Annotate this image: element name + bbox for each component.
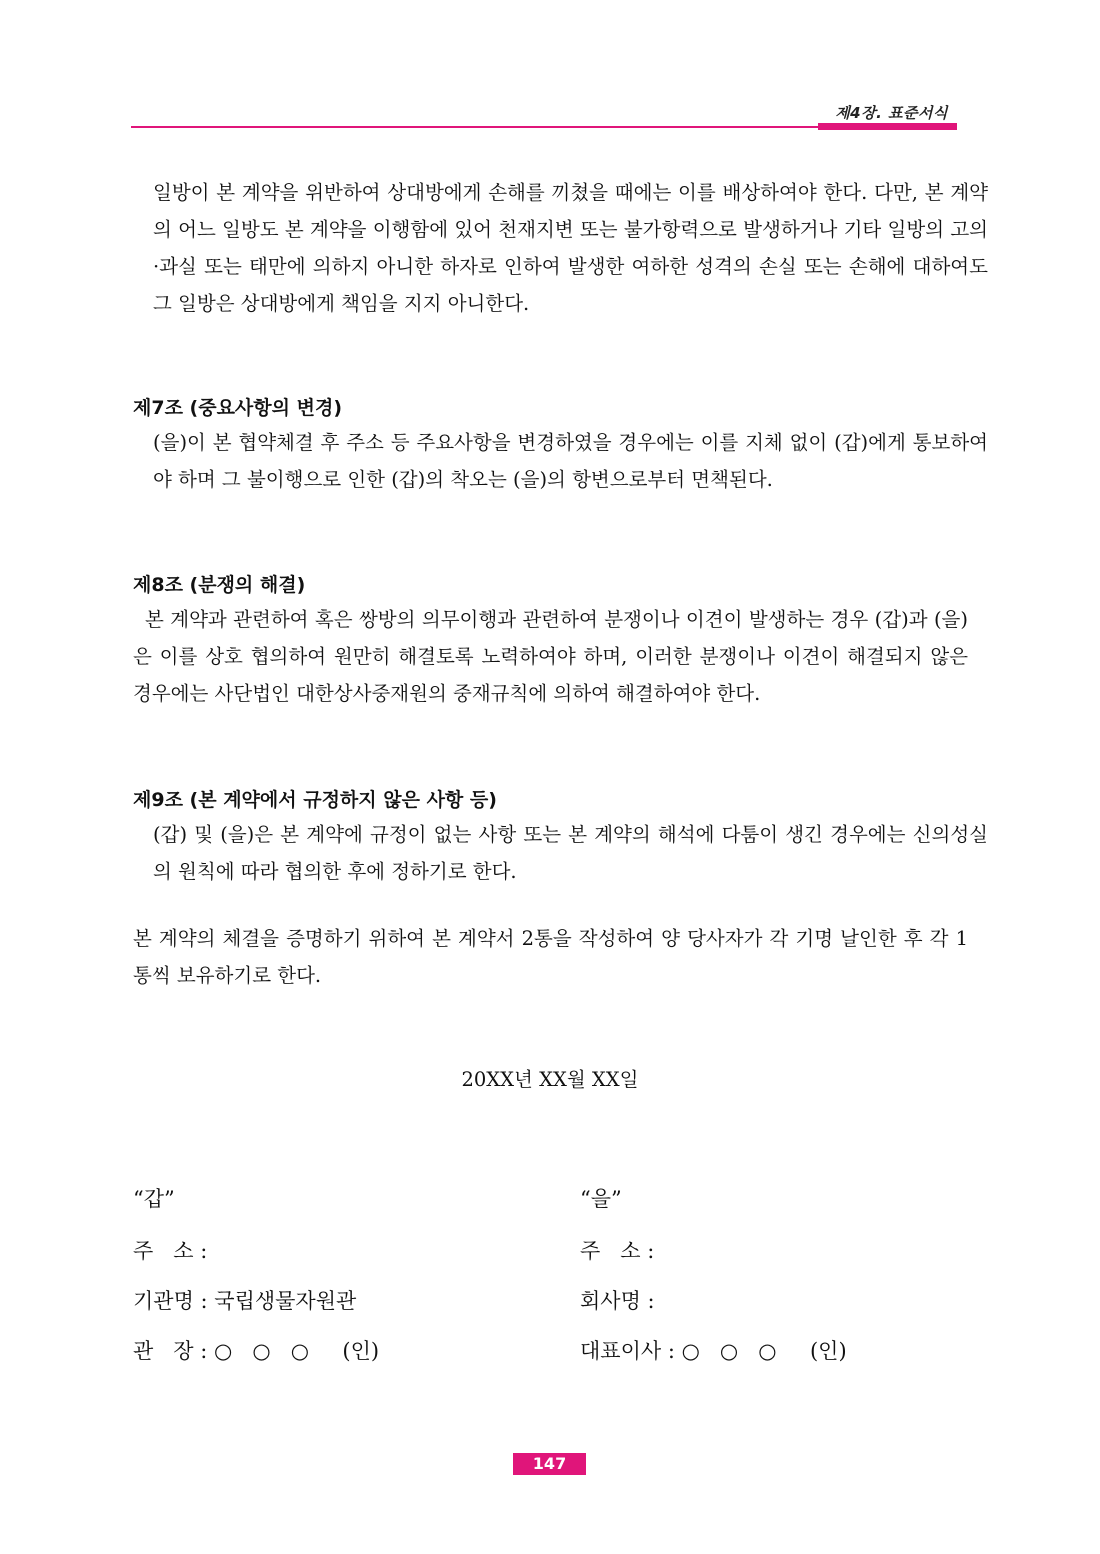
chapter-title: 제4장. 표준서식 xyxy=(835,104,948,122)
contract-date: 20XX년 XX월 XX일 xyxy=(461,1068,639,1091)
party-b-label: “을” xyxy=(580,1187,622,1211)
article-9-body: (갑) 및 (을)은 본 계약에 규정이 없는 사항 또는 본 계약의 해석에 다툼이 생긴 경우에는 신의성실의 원칙에 따라 협의한 후에 정하기로 한다. xyxy=(153,823,988,883)
article-7-title: 제7조 (중요사항의 변경) xyxy=(133,397,343,419)
article-8-title: 제8조 (분쟁의 해결) xyxy=(133,574,306,596)
intro-paragraph: 일방이 본 계약을 위반하여 상대방에게 손해를 끼쳤을 때에는 이를 배상하여야 한다. 다만, 본 계약의 어느 일방도 본 계약을 이행함에 있어 천재지변 또는 불가항력으로 발생하거나 기타 일방의 고의·과실 또는 태만에 의하지 아니한 하자로 인하여 발생한 여하한 성격의 손실 또는 손해에 대하여도 그 일방은 상대방에게 책임을 지지 아니한다. xyxy=(153,181,988,315)
party-a-label: “갑” xyxy=(133,1187,175,1211)
party-b-ceo-signature: 대표이사 : ○ ○ ○ (인) xyxy=(580,1339,847,1363)
party-b-company: 회사명 : xyxy=(580,1289,655,1313)
article-8-body: 본 계약과 관련하여 혹은 쌍방의 의무이행과 관련하여 분쟁이나 이견이 발생하는 경우 (갑)과 (을)은 이를 상호 협의하여 원만히 해결토록 노력하여야 하며, 이러한 분쟁이나 이견이 해결되지 않은 경우에는 사단법인 대한상사중재원의 중재규칙에 의하여 해결하여야 한다. xyxy=(133,608,968,705)
party-a-organization: 기관명 : 국립생물자원관 xyxy=(133,1289,357,1313)
closing-paragraph: 본 계약의 체결을 증명하기 위하여 본 계약서 2통을 작성하여 양 당사자가 각 기명 날인한 후 각 1통씩 보유하기로 한다. xyxy=(133,927,968,987)
article-7-body: (을)이 본 협약체결 후 주소 등 주요사항을 변경하였을 경우에는 이를 지체 없이 (갑)에게 통보하여야 하며 그 불이행으로 인한 (갑)의 착오는 (을)의 항변으로부터 면책된다. xyxy=(153,431,988,491)
header-accent-bar xyxy=(818,123,957,130)
party-b-address: 주 소 : xyxy=(580,1239,655,1263)
article-9-title: 제9조 (본 계약에서 규정하지 않은 사항 등) xyxy=(133,789,497,811)
party-a-head-signature: 관 장 : ○ ○ ○ (인) xyxy=(133,1339,380,1363)
page-number: 147 xyxy=(513,1453,586,1475)
party-a-address: 주 소 : xyxy=(133,1239,208,1263)
